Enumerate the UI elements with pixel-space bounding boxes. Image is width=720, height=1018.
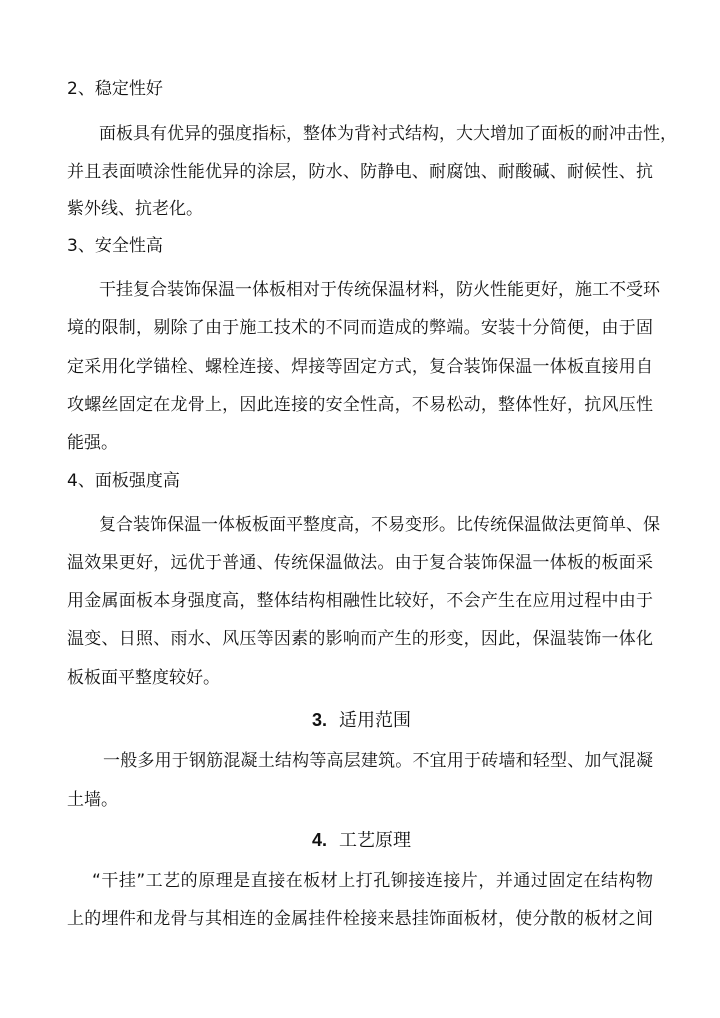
section-title-principle — [312, 829, 411, 852]
paragraph-line: 温变、日照、雨水、风压等因素的影响而产生的形变，因此，保温装饰一体化 — [67, 629, 653, 649]
paragraph-line: 温效果更好，远优于普通、传统保温做法。由于复合装饰保温一体板的板面采 — [67, 553, 653, 573]
paragraph-line: 面板具有优异的强度指标，整体为背衬式结构，大大增加了面板的耐冲击性， — [99, 124, 677, 144]
subheading-stability: 2、稳定性好 — [67, 79, 163, 99]
subheading-strength: 4、面板强度高 — [67, 471, 180, 491]
paragraph-line: 上的埋件和龙骨与其相连的金属挂件栓接来悬挂饰面板材，使分散的板材之间 — [67, 909, 653, 929]
paragraph-line: 紫外线、抗老化。 — [67, 199, 203, 219]
paragraph-line: 并且表面喷涂性能优异的涂层，防水、防静电、耐腐蚀、耐酸碱、耐候性、抗 — [67, 162, 653, 182]
section-number: 4. — [312, 830, 328, 850]
paragraph-line: 定采用化学锚栓、螺栓连接、焊接等固定方式，复合装饰保温一体板直接用自 — [67, 357, 653, 377]
paragraph-line: 土墙。 — [67, 790, 118, 810]
subheading-safety: 3、安全性高 — [67, 236, 163, 256]
paragraph-line: 能强。 — [67, 433, 118, 453]
paragraph-line: 复合装饰保温一体板板面平整度高，不易变形。比传统保温做法更简单、保 — [99, 515, 660, 535]
section-number: 3. — [312, 710, 328, 730]
paragraph-line: 干挂复合装饰保温一体板相对于传统保温材料，防火性能更好，施工不受环 — [99, 280, 660, 300]
paragraph-line: 攻螺丝固定在龙骨上，因此连接的安全性高，不易松动，整体性好，抗风压性 — [67, 395, 653, 415]
section-title-text: 适用范围 — [339, 710, 412, 731]
section-title-scope — [312, 709, 411, 732]
paragraph-line: 境的限制，剔除了由于施工技术的不同而造成的弊端。安装十分简便，由于固 — [67, 318, 653, 338]
paragraph-line: 板板面平整度较好。 — [67, 668, 220, 688]
section-title-text: 工艺原理 — [339, 830, 412, 851]
paragraph-line: 一般多用于钢筋混凝土结构等高层建筑。不宜用于砖墙和轻型、加气混凝 — [103, 751, 653, 771]
paragraph-line: 用金属面板本身强度高，整体结构相融性比较好，不会产生在应用过程中由于 — [67, 591, 653, 611]
paragraph-line: “干挂”工艺的原理是直接在板材上打孔铆接连接片，并通过固定在结构物 — [92, 871, 653, 891]
